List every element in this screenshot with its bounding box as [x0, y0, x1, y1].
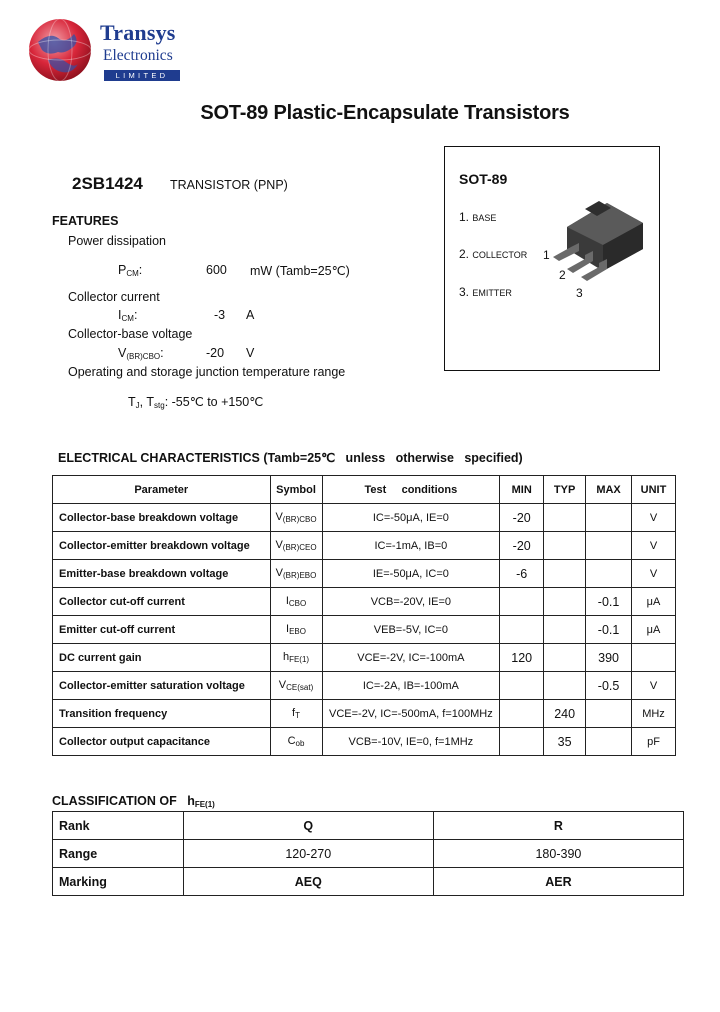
- col-header: Test conditions: [322, 476, 500, 504]
- table-row: [53, 644, 676, 672]
- min-cell: [500, 588, 544, 616]
- unit-cell: [632, 644, 676, 672]
- pin-number: 1.: [459, 210, 470, 224]
- table-row: [53, 840, 684, 868]
- pin-2-label: [459, 247, 527, 261]
- param-cell: Collector-emitter breakdown voltage: [53, 532, 271, 560]
- icm-value: -3: [214, 308, 226, 322]
- cell-q: 120-270: [183, 840, 433, 868]
- pin-name: EMITTER: [472, 288, 512, 298]
- table-row: [53, 616, 676, 644]
- condition-cell: IC=-50μA, IE=0: [322, 504, 500, 532]
- cell-q: Q: [183, 812, 433, 840]
- vcbo-value: -20: [206, 346, 225, 360]
- sot89-package-icon: [541, 197, 653, 305]
- col-header: Symbol: [270, 476, 322, 504]
- symbol-cell: $I_{CBO}$: [270, 588, 322, 616]
- symbol-cell: $f_T$: [270, 700, 322, 728]
- pin-number: 2.: [459, 247, 470, 261]
- brand-subtitle: Electronics: [103, 47, 173, 64]
- param-cell: Collector-emitter saturation voltage: [53, 672, 271, 700]
- part-number: 2SB1424: [72, 174, 143, 193]
- typ-cell: 240: [544, 700, 586, 728]
- condition-cell: IE=-50μA, IC=0: [322, 560, 500, 588]
- min-cell: -20: [500, 504, 544, 532]
- classification-title: CLASSIFICATION OF $h_{FE(1)}$: [52, 794, 215, 809]
- package-box: [444, 146, 660, 371]
- unit-cell: pF: [632, 728, 676, 756]
- pin-name: COLLECTOR: [472, 250, 528, 260]
- unit-cell: V: [632, 504, 676, 532]
- pcm-symbol: $P_{CM}$:: [118, 263, 143, 278]
- condition-cell: VEB=-5V, IC=0: [322, 616, 500, 644]
- symbol-cell: $I_{EBO}$: [270, 616, 322, 644]
- param-cell: Collector output capacitance: [53, 728, 271, 756]
- col-header: MAX: [586, 476, 632, 504]
- max-cell: -0.5: [586, 672, 632, 700]
- icm-unit: A: [246, 308, 255, 322]
- max-cell: [586, 532, 632, 560]
- unit-cell: μA: [632, 588, 676, 616]
- typ-cell: [544, 588, 586, 616]
- param-cell: DC current gain: [53, 644, 271, 672]
- min-cell: [500, 616, 544, 644]
- brand-limited-bar: LIMITED: [104, 70, 180, 81]
- table-row: [53, 672, 676, 700]
- unit-cell: V: [632, 672, 676, 700]
- classification-table: [52, 811, 684, 896]
- condition-cell: VCE=-2V, IC=-500mA, f=100MHz: [322, 700, 500, 728]
- page-title: SOT-89 Plastic-Encapsulate Transistors: [200, 102, 570, 124]
- param-cell: Transition frequency: [53, 700, 271, 728]
- pin-number: 3.: [459, 285, 470, 299]
- min-cell: -20: [500, 532, 544, 560]
- features-title: FEATURES: [52, 214, 119, 228]
- unit-cell: V: [632, 560, 676, 588]
- unit-cell: V: [632, 532, 676, 560]
- table-row: [53, 700, 676, 728]
- unit-cell: μA: [632, 616, 676, 644]
- col-header: Parameter: [53, 476, 271, 504]
- pcm-unit: mW (Tamb=25℃): [250, 264, 350, 278]
- param-cell: Collector-base breakdown voltage: [53, 504, 271, 532]
- condition-cell: IC=-1mA, IB=0: [322, 532, 500, 560]
- package-title: SOT-89: [459, 171, 508, 187]
- globe-logo-icon: [28, 18, 92, 82]
- symbol-cell: $h_{FE(1)}$: [270, 644, 322, 672]
- min-cell: [500, 672, 544, 700]
- cell-r: 180-390: [433, 840, 683, 868]
- cell-r: AER: [433, 868, 683, 896]
- condition-cell: VCE=-2V, IC=-100mA: [322, 644, 500, 672]
- typ-cell: 35: [544, 728, 586, 756]
- col-header: TYP: [544, 476, 586, 504]
- pin-3-number: 3: [576, 286, 583, 300]
- typ-cell: [544, 560, 586, 588]
- symbol-cell: $V_{CE(sat)}$: [270, 672, 322, 700]
- cell-q: AEQ: [183, 868, 433, 896]
- unit-cell: MHz: [632, 700, 676, 728]
- table-row: [53, 868, 684, 896]
- param-cell: Collector cut-off current: [53, 588, 271, 616]
- symbol-cell: $V_{(BR)CBO}$: [270, 504, 322, 532]
- pin-1-label: [459, 210, 496, 224]
- pin-1-number: 1: [543, 248, 550, 262]
- typ-cell: [544, 504, 586, 532]
- condition-cell: VCB=-20V, IE=0: [322, 588, 500, 616]
- icm-symbol: $I_{CM}$:: [118, 308, 138, 323]
- vcbo-symbol: $V_{(BR)CBO}$:: [118, 346, 164, 361]
- max-cell: [586, 504, 632, 532]
- power-dissipation-label: Power dissipation: [68, 234, 166, 248]
- table-row: [53, 588, 676, 616]
- row-label: Rank: [53, 812, 184, 840]
- typ-cell: [544, 532, 586, 560]
- row-label: Range: [53, 840, 184, 868]
- min-cell: 120: [500, 644, 544, 672]
- part-type: TRANSISTOR (PNP): [170, 178, 288, 192]
- vcbo-unit: V: [246, 346, 255, 360]
- max-cell: -0.1: [586, 588, 632, 616]
- cb-voltage-label: Collector-base voltage: [68, 327, 193, 341]
- col-header: MIN: [500, 476, 544, 504]
- table-row: [53, 560, 676, 588]
- condition-cell: VCB=-10V, IE=0, f=1MHz: [322, 728, 500, 756]
- table-row: [53, 532, 676, 560]
- typ-cell: [544, 672, 586, 700]
- pcm-value: 600: [206, 263, 227, 277]
- temp-range-label: Operating and storage junction temperature range: [68, 365, 346, 379]
- symbol-cell: $V_{(BR)CEO}$: [270, 532, 322, 560]
- max-cell: [586, 700, 632, 728]
- condition-cell: IC=-2A, IB=-100mA: [322, 672, 500, 700]
- pin-2-number: 2: [559, 268, 566, 282]
- max-cell: [586, 728, 632, 756]
- param-cell: Emitter-base breakdown voltage: [53, 560, 271, 588]
- col-header: UNIT: [632, 476, 676, 504]
- param-cell: Emitter cut-off current: [53, 616, 271, 644]
- electrical-title: ELECTRICAL CHARACTERISTICS (Tamb=25℃ unless otherwise specified): [58, 451, 523, 465]
- table-row: [53, 504, 676, 532]
- collector-current-label: Collector current: [68, 290, 160, 304]
- row-label: Marking: [53, 868, 184, 896]
- max-cell: -0.1: [586, 616, 632, 644]
- symbol-cell: $C_{ob}$: [270, 728, 322, 756]
- min-cell: [500, 700, 544, 728]
- symbol-cell: $V_{(BR)EBO}$: [270, 560, 322, 588]
- electrical-table: [52, 475, 676, 756]
- max-cell: [586, 560, 632, 588]
- pin-3-label: [459, 285, 512, 299]
- brand-name: Transys: [100, 20, 176, 45]
- pin-name: BASE: [472, 213, 497, 223]
- temp-range-value: $T_J$, $T_{stg}$: -55℃ to +150℃: [128, 395, 264, 410]
- table-row: [53, 728, 676, 756]
- min-cell: -6: [500, 560, 544, 588]
- cell-r: R: [433, 812, 683, 840]
- max-cell: 390: [586, 644, 632, 672]
- min-cell: [500, 728, 544, 756]
- table-header-row: [53, 476, 676, 504]
- table-row: [53, 812, 684, 840]
- typ-cell: [544, 644, 586, 672]
- typ-cell: [544, 616, 586, 644]
